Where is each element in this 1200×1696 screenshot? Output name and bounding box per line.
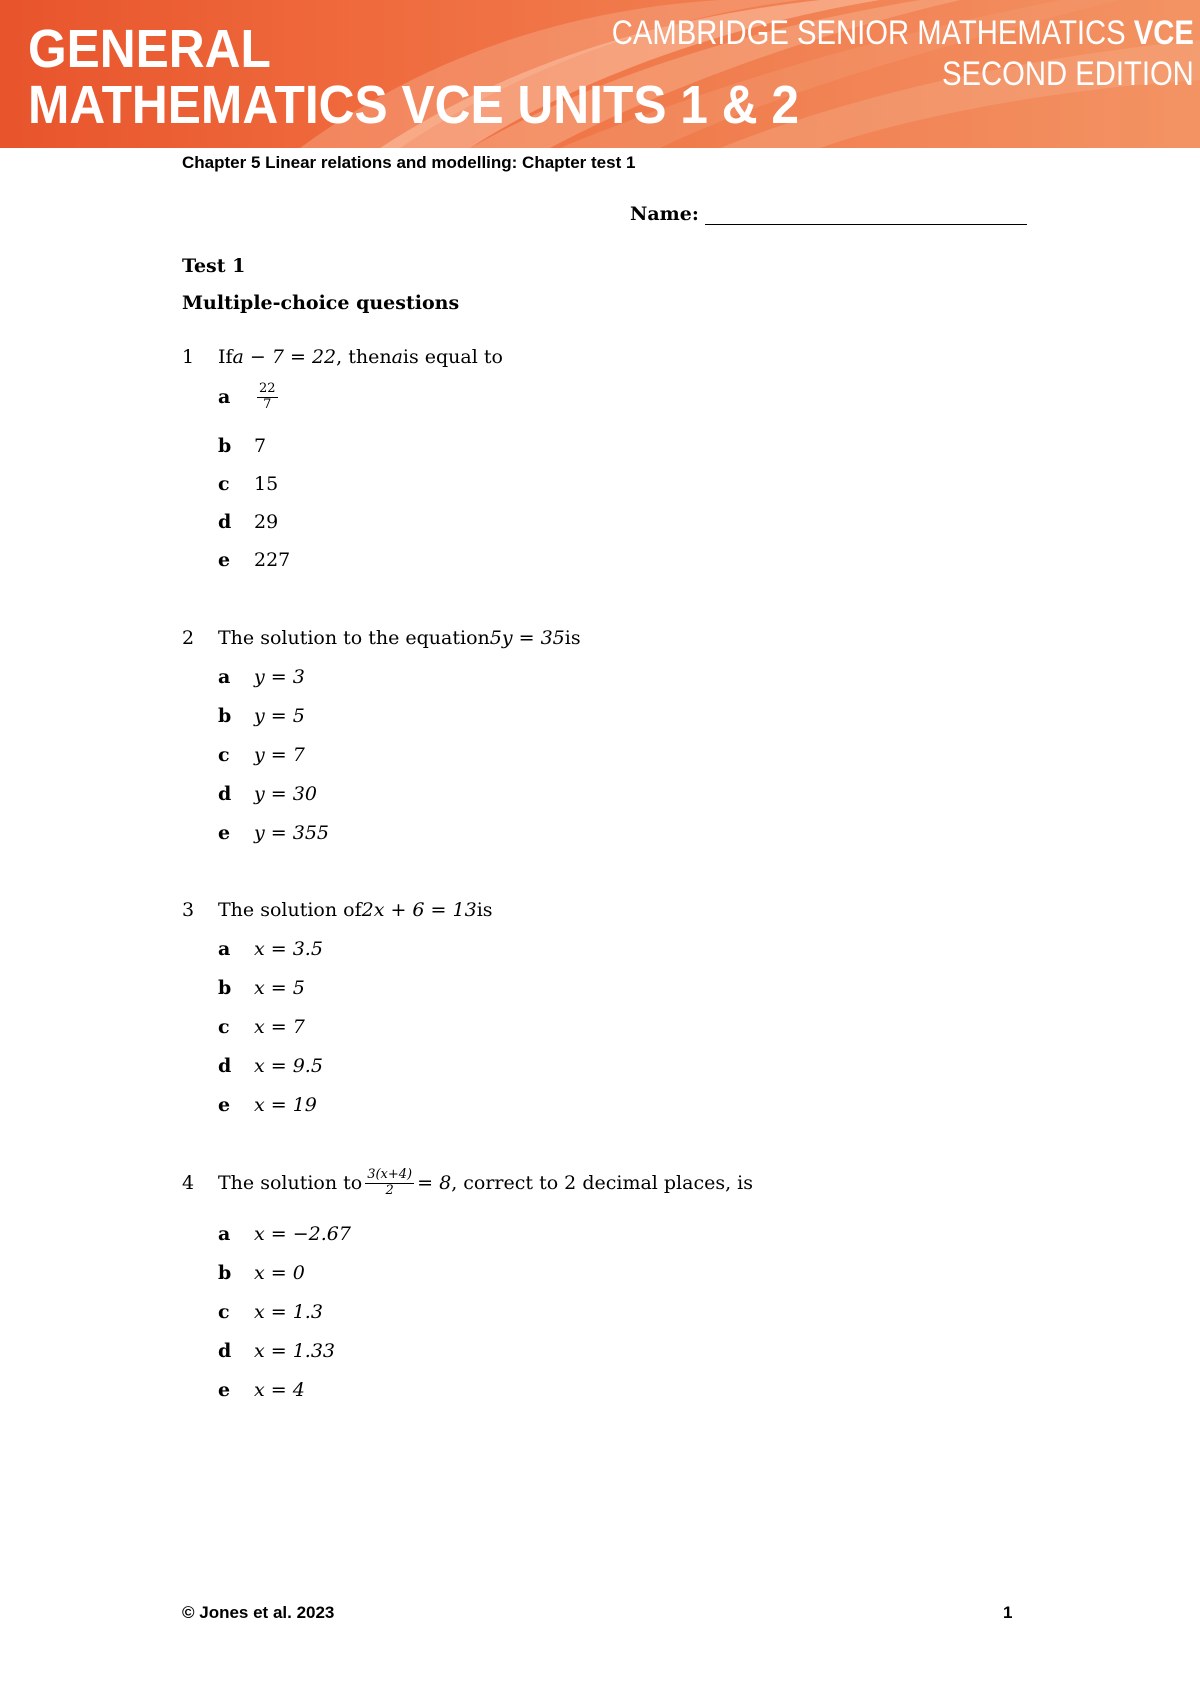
- option-value: x = 3.5: [254, 938, 323, 960]
- footer-copyright: © Jones et al. 2023: [182, 1603, 335, 1622]
- banner-title-line1: GENERAL: [28, 19, 271, 79]
- option-4c[interactable]: [218, 1301, 323, 1323]
- option-letter: e: [218, 1094, 231, 1116]
- option-2b[interactable]: [218, 705, 305, 727]
- header-banner: [0, 0, 1200, 148]
- option-3d[interactable]: [218, 1055, 323, 1077]
- option-letter: d: [218, 511, 232, 533]
- option-value: x = 1.33: [254, 1340, 336, 1362]
- option-value: x = 9.5: [254, 1055, 323, 1077]
- question-number: 3: [182, 899, 195, 921]
- option-letter: b: [218, 705, 232, 727]
- fraction-numerator: 22: [259, 381, 276, 396]
- banner-edition: SECOND EDITION: [942, 55, 1194, 93]
- option-1a[interactable]: [218, 382, 281, 413]
- question-4: [182, 1168, 753, 1199]
- option-3e[interactable]: [218, 1094, 317, 1116]
- question-number: 1: [182, 346, 195, 368]
- question-math: 5y = 35: [489, 627, 565, 649]
- option-value: y = 30: [254, 783, 317, 805]
- option-value: 7: [254, 435, 267, 457]
- option-letter: e: [218, 1379, 231, 1401]
- option-value: y = 7: [254, 744, 305, 766]
- option-letter: c: [218, 473, 230, 495]
- option-letter: e: [218, 549, 231, 571]
- option-value: y = 5: [254, 705, 305, 727]
- option-1e[interactable]: [218, 549, 290, 571]
- option-letter: b: [218, 1262, 232, 1284]
- option-1d[interactable]: [218, 511, 278, 533]
- option-4e[interactable]: [218, 1379, 305, 1401]
- option-value: x = −2.67: [254, 1223, 351, 1245]
- question-text: The solution to the equation: [218, 627, 490, 649]
- fraction-denominator: 2: [385, 1182, 394, 1198]
- fraction-denominator: 7: [263, 396, 272, 412]
- question-text: If: [218, 346, 233, 368]
- option-letter: a: [218, 386, 231, 409]
- name-write-line[interactable]: [705, 204, 1027, 225]
- option-value: x = 5: [254, 977, 305, 999]
- option-1c[interactable]: [218, 473, 278, 495]
- chapter-heading: Chapter 5 Linear relations and modelling: Chapter test 1: [182, 153, 636, 172]
- question-number: 4: [182, 1172, 195, 1195]
- question-1: [182, 346, 503, 368]
- option-value: x = 19: [254, 1094, 317, 1116]
- question-text: is: [564, 627, 581, 649]
- option-value: 227: [254, 549, 291, 571]
- question-math: = 8: [417, 1172, 452, 1195]
- section-title: Multiple-choice questions: [182, 292, 460, 314]
- banner-title-line2: MATHEMATICS VCE UNITS 1 & 2: [28, 75, 800, 135]
- option-letter: d: [218, 1055, 232, 1077]
- series-bold: VCE: [1133, 14, 1194, 52]
- option-value: 15: [254, 473, 279, 495]
- option-letter: c: [218, 1301, 230, 1323]
- question-text: is equal to: [402, 346, 503, 368]
- option-value: y = 355: [254, 822, 329, 844]
- option-letter: a: [218, 938, 231, 960]
- question-text: The solution to: [218, 1172, 363, 1195]
- option-2a[interactable]: [218, 666, 305, 688]
- question-text: The solution of: [218, 899, 362, 921]
- option-4d[interactable]: [218, 1340, 335, 1362]
- option-fraction: [257, 382, 278, 413]
- option-2c[interactable]: [218, 744, 305, 766]
- option-value: y = 3: [254, 666, 305, 688]
- option-value: x = 4: [254, 1379, 305, 1401]
- question-math: a − 7 = 22: [232, 346, 337, 368]
- option-3b[interactable]: [218, 977, 305, 999]
- option-3a[interactable]: [218, 938, 323, 960]
- question-text: , correct to 2 decimal places, is: [451, 1172, 754, 1195]
- page-number: 1: [1003, 1603, 1013, 1622]
- option-letter: d: [218, 783, 232, 805]
- option-value: x = 0: [254, 1262, 305, 1284]
- question-number: 2: [182, 627, 195, 649]
- name-field: [630, 203, 1027, 225]
- question-text: , then: [336, 346, 392, 368]
- option-3c[interactable]: [218, 1016, 305, 1038]
- question-text: is: [476, 899, 493, 921]
- question-2: [182, 627, 581, 649]
- banner-series-name: [612, 16, 1194, 50]
- question-3: [182, 899, 493, 921]
- option-letter: e: [218, 822, 231, 844]
- option-value: x = 1.3: [254, 1301, 323, 1323]
- question-math: 2x + 6 = 13: [361, 899, 477, 921]
- fraction-numerator: 3(x+4): [367, 1167, 413, 1182]
- series-prefix: CAMBRIDGE SENIOR MATHEMATICS: [611, 14, 1134, 52]
- option-letter: b: [218, 977, 232, 999]
- option-value: x = 7: [254, 1016, 305, 1038]
- option-letter: c: [218, 744, 230, 766]
- test-title: Test 1: [182, 255, 246, 277]
- option-4b[interactable]: [218, 1262, 305, 1284]
- option-4a[interactable]: [218, 1223, 351, 1245]
- option-1b[interactable]: [218, 435, 266, 457]
- option-2d[interactable]: [218, 783, 317, 805]
- option-letter: c: [218, 1016, 230, 1038]
- option-value: 29: [254, 511, 279, 533]
- question-fraction: [365, 1168, 414, 1199]
- option-letter: d: [218, 1340, 232, 1362]
- name-label: Name:: [630, 203, 699, 225]
- option-letter: a: [218, 1223, 231, 1245]
- option-letter: a: [218, 666, 231, 688]
- option-letter: b: [218, 435, 232, 457]
- option-2e[interactable]: [218, 822, 329, 844]
- question-math: a: [391, 346, 403, 368]
